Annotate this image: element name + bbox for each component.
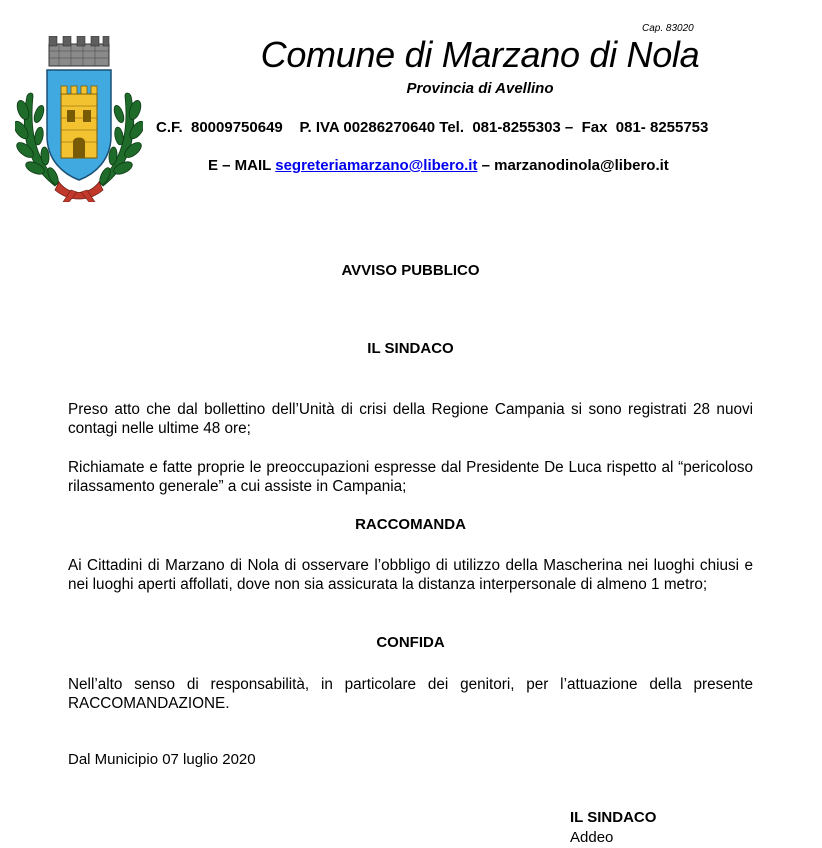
paragraph-1: Preso atto che dal bollettino dell’Unità di crisi della Regione Campania si sono registrati 28 nuovi contagi nelle ultime 48 ore; bbox=[68, 401, 753, 437]
signature-title: IL SINDACO bbox=[570, 809, 657, 826]
coat-of-arms-icon bbox=[15, 36, 143, 202]
postal-code: Cap. 83020 bbox=[642, 23, 694, 34]
heading-confida: CONFIDA bbox=[376, 634, 445, 651]
issuer-heading: IL SINDACO bbox=[367, 340, 454, 357]
municipality-title: Comune di Marzano di Nola bbox=[260, 34, 700, 75]
email-link[interactable]: segreteriamarzano@libero.it bbox=[275, 157, 478, 174]
paragraph-2: Richiamate e fatte proprie le preoccupazioni espresse dal Presidente De Luca rispetto al “pericoloso rilassamento generale” a cui assiste in Campania; bbox=[68, 459, 753, 495]
email-secondary: – marzanodinola@libero.it bbox=[477, 157, 669, 174]
province-name: Provincia di Avellino bbox=[406, 80, 554, 97]
notice-title: AVVISO PUBBLICO bbox=[341, 262, 480, 279]
heading-raccomanda: RACCOMANDA bbox=[355, 516, 466, 533]
issue-date: Dal Municipio 07 luglio 2020 bbox=[68, 751, 256, 768]
signature-name: Addeo bbox=[570, 829, 614, 846]
paragraph-4: Nell’alto senso di responsabilità, in particolare dei genitori, per l’attuazione della presente RACCOMANDAZIONE. bbox=[68, 676, 753, 712]
paragraph-3: Ai Cittadini di Marzano di Nola di osservare l’obbligo di utilizzo della Mascherina nei luoghi chiusi e nei luoghi aperti affollati, dove non sia assicurata la distanza interpersonale di almeno 1 metro; bbox=[68, 557, 753, 593]
contact-details: C.F. 80009750649 P. IVA 00286270640 Tel. 081-8255303 – Fax 081- 8255753 bbox=[156, 119, 709, 136]
email-line bbox=[208, 157, 669, 174]
email-label: E – MAIL bbox=[208, 157, 276, 174]
